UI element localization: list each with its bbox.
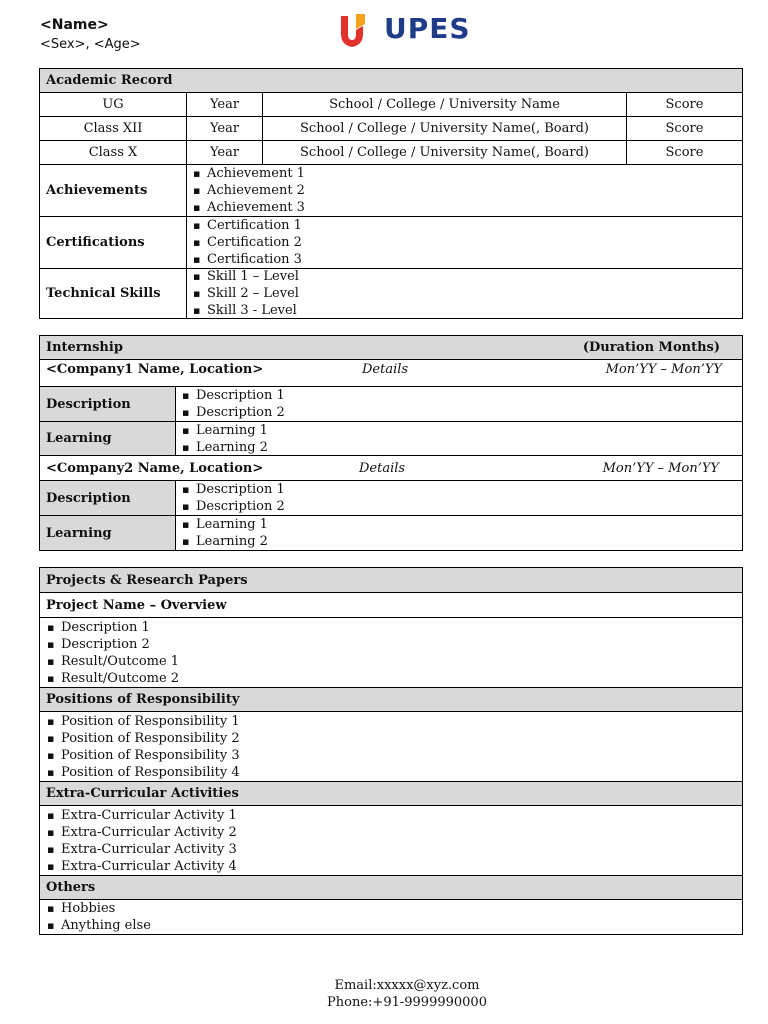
academic-year: Year	[186, 141, 262, 164]
list-item: ▪ Achievement 2	[193, 182, 305, 199]
internship-header	[40, 336, 742, 359]
por-header	[40, 687, 742, 711]
section-title: Positions of Responsibility	[46, 692, 240, 707]
learning-label: Learning	[40, 422, 175, 455]
list-item: ▪ Anything else	[47, 917, 151, 934]
description-list	[182, 481, 285, 515]
internship-duration: (Duration Months)	[582, 340, 720, 355]
section-title: Others	[46, 880, 96, 895]
list-item: ▪ Learning 2	[182, 533, 268, 550]
project-name-row	[40, 592, 742, 617]
description-row	[40, 480, 742, 515]
description-label: Description	[40, 481, 175, 515]
list-item: ▪ Description 1	[182, 387, 285, 404]
academic-row	[40, 92, 742, 116]
eca-list-row	[40, 805, 742, 875]
list-item: ▪ Learning 1	[182, 516, 268, 533]
list-item: ▪ Extra-Curricular Activity 1	[47, 807, 237, 824]
achievements-label: Achievements	[46, 183, 148, 198]
list-item: ▪ Position of Responsibility 3	[47, 747, 240, 764]
academic-institution: School / College / University Name	[262, 93, 626, 116]
list-item: ▪ Position of Responsibility 1	[47, 713, 240, 730]
certifications-row	[40, 216, 742, 268]
list-item: ▪ Learning 1	[182, 422, 268, 439]
list-item: ▪ Learning 2	[182, 439, 268, 456]
projects-header	[40, 568, 742, 592]
list-item: ▪ Result/Outcome 2	[47, 670, 179, 687]
academic-score: Score	[626, 93, 742, 116]
list-item: ▪ Extra-Curricular Activity 2	[47, 824, 237, 841]
project-details-list	[47, 619, 179, 687]
academic-score: Score	[626, 141, 742, 164]
list-item: ▪ Description 2	[47, 636, 179, 653]
technical-skills-list	[193, 268, 299, 319]
projects-section	[39, 567, 743, 935]
others-list-row	[40, 899, 742, 934]
academic-score: Score	[626, 117, 742, 140]
contact-phone: Phone:+91-9999990000	[327, 995, 487, 1010]
company-name: <Company1 Name, Location>	[46, 362, 264, 377]
list-item: ▪ Achievement 3	[193, 199, 305, 216]
eca-list	[47, 807, 237, 875]
company-dates: Mon’YY – Mon’YY	[602, 460, 719, 476]
eca-header	[40, 781, 742, 805]
por-list-row	[40, 711, 742, 781]
academic-year: Year	[186, 93, 262, 116]
list-item: ▪ Description 1	[182, 481, 285, 498]
others-header	[40, 875, 742, 899]
candidate-name: <Name>	[40, 17, 109, 33]
academic-row	[40, 140, 742, 164]
list-item: ▪ Certification 1	[193, 217, 302, 234]
section-title: Academic Record	[46, 73, 173, 88]
learning-list	[182, 422, 268, 456]
learning-label: Learning	[40, 516, 175, 550]
section-title: Projects & Research Papers	[46, 572, 248, 588]
contact-footer	[0, 977, 768, 1011]
internship-section	[39, 335, 743, 551]
technical-skills-label: Technical Skills	[46, 286, 161, 301]
logo-text: UPES	[384, 12, 471, 45]
company-details: Details	[362, 362, 409, 377]
list-item: ▪ Achievement 1	[193, 165, 305, 182]
list-item: ▪ Extra-Curricular Activity 3	[47, 841, 237, 858]
section-title: Extra-Curricular Activities	[46, 786, 239, 801]
company-name: <Company2 Name, Location>	[46, 460, 264, 476]
academic-level: Class XII	[83, 121, 143, 136]
list-item: ▪ Certification 3	[193, 251, 302, 268]
list-item: ▪ Skill 3 - Level	[193, 302, 299, 319]
academic-institution: School / College / University Name(, Board)	[262, 141, 626, 164]
company-details: Details	[359, 460, 406, 476]
academic-level: UG	[102, 97, 124, 112]
academic-year: Year	[186, 117, 262, 140]
list-item: ▪ Certification 2	[193, 234, 302, 251]
list-item: ▪ Skill 1 – Level	[193, 268, 299, 285]
achievements-list	[193, 165, 305, 216]
academic-institution: School / College / University Name(, Board)	[262, 117, 626, 140]
company-row	[40, 455, 742, 480]
list-item: ▪ Extra-Curricular Activity 4	[47, 858, 237, 875]
description-list	[182, 387, 285, 421]
list-item: ▪ Description 2	[182, 404, 285, 421]
description-label: Description	[40, 387, 175, 421]
project-name: Project Name – Overview	[46, 597, 227, 613]
learning-row	[40, 421, 742, 455]
section-title: Internship	[46, 340, 123, 355]
academic-row	[40, 116, 742, 140]
company-dates: Mon’YY – Mon’YY	[605, 362, 722, 377]
description-row	[40, 386, 742, 421]
list-item: ▪ Position of Responsibility 4	[47, 764, 240, 781]
list-item: ▪ Position of Responsibility 2	[47, 730, 240, 747]
learning-row	[40, 515, 742, 550]
others-list	[47, 900, 151, 934]
list-item: ▪ Description 1	[47, 619, 179, 636]
candidate-sex-age: <Sex>, <Age>	[40, 37, 141, 52]
academic-record-header	[40, 69, 742, 92]
contact-email: Email:xxxxx@xyz.com	[334, 978, 480, 993]
list-item: ▪ Description 2	[182, 498, 285, 515]
list-item: ▪ Hobbies	[47, 900, 151, 917]
list-item: ▪ Skill 2 – Level	[193, 285, 299, 302]
list-item: ▪ Result/Outcome 1	[47, 653, 179, 670]
learning-list	[182, 516, 268, 550]
certifications-list	[193, 217, 302, 268]
achievements-row	[40, 164, 742, 216]
academic-record-section	[39, 68, 743, 319]
academic-level: Class X	[88, 145, 138, 160]
por-list	[47, 713, 240, 781]
certifications-label: Certifications	[46, 235, 145, 250]
technical-skills-row	[40, 268, 742, 318]
company-row	[40, 359, 742, 386]
project-details-row	[40, 617, 742, 687]
